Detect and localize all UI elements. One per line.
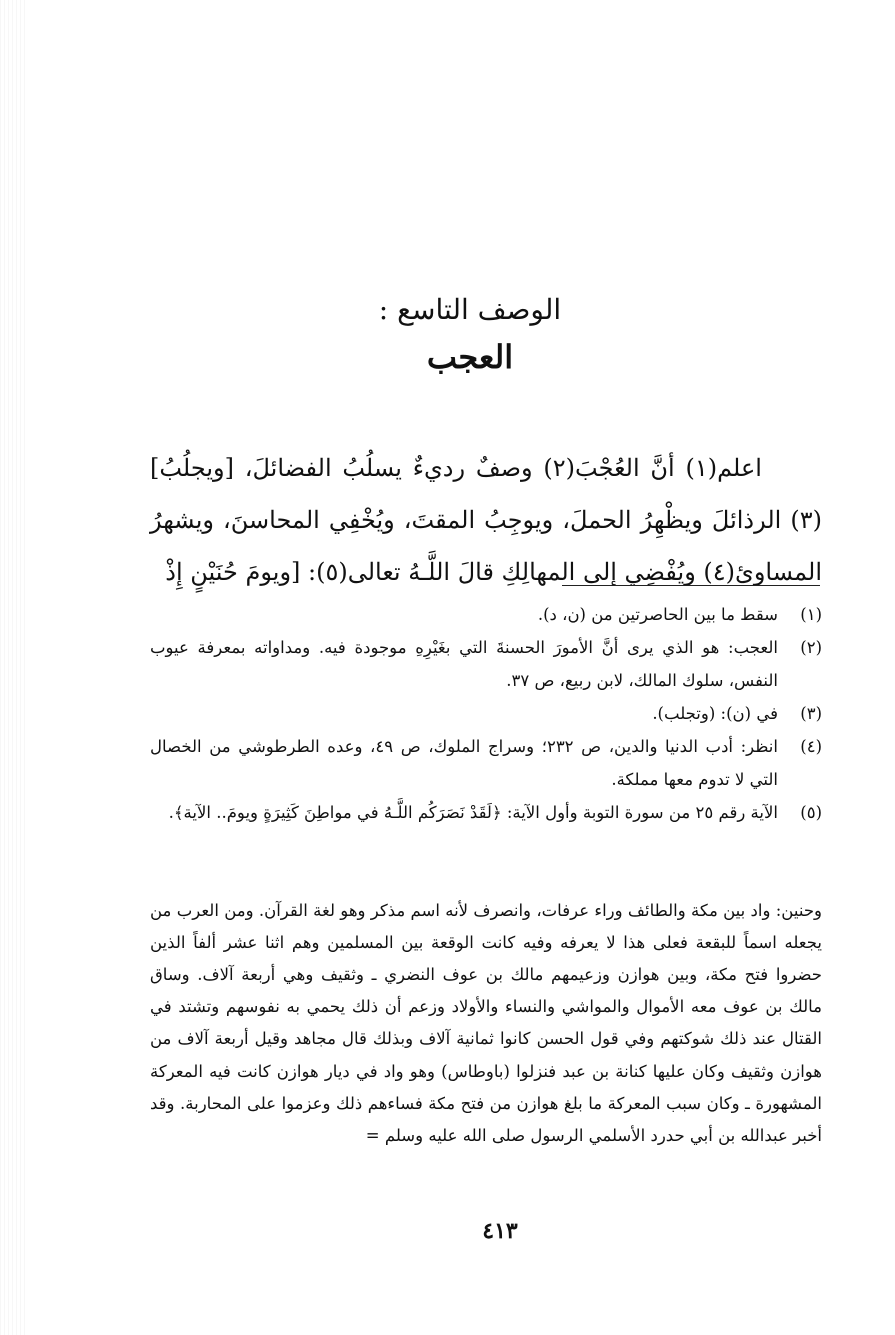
- commentary-paragraph: وحنين: واد بين مكة والطائف وراء عرفات، وانصرف لأنه اسم مذكر وهو لغة القرآن. ومن العرب من يجعله اسماً للبقعة فعلى هذا لا يعرفه وفيه كانت الوقعة بين المسلمين وهم اثنا عشر ألفاً الذين حضروا فتح مكة، وبين هوازن وزعيمهم مالك بن عوف النضري ـ وثقيف وهي أربعة آلاف. وساق مالك بن عوف معه الأموال والمواشي والنساء والأولاد وزعم أن ذلك يحمي به نفوسهم وتشتد في القتال عند ذلك شوكتهم وفي قول الحسن كانوا ثمانية آلاف وبذلك قال مجاهد وقيل أربعة آلاف من هوازن وثقيف وكان عليها كنانة بن عبد فنزلوا (باوطاس) وهو واد في ديار هوازن كانت فيه المعركة المشهورة ـ وكان سبب المعركة ما بلغ هوازن من فتح مكة فساءهم ذلك وعزموا على المحاربة. وقد أخبر عبدالله بن أبي حدرد الأسلمي الرسول صلى الله عليه وسلم =: [150, 900, 822, 1145]
- footnote: [150, 730, 822, 796]
- page-number: ٤١٣: [482, 1218, 518, 1244]
- section-title: العجب: [426, 338, 514, 376]
- footnote-text: سقط ما بين الحاصرتين من (ن، د).: [537, 605, 778, 624]
- footnote: [150, 697, 822, 730]
- footnote-divider: [562, 585, 820, 586]
- footnote-text: الآية رقم ٢٥ من سورة التوبة وأول الآية: ﴿لَقَدْ نَصَرَكُم اللَّـهُ في مواطِنَ كَثِيرَةٍ ويومَ.. الآية﴾.: [168, 803, 778, 822]
- scan-edge: [0, 0, 26, 1335]
- footnote: [150, 796, 822, 829]
- footnote-number: (٢): [800, 638, 822, 657]
- footnote-text: العجب: هو الذي يرى أنَّ الأمورَ الحسنةَ التي بغَيْرِهِ موجودة فيه. ومداواته بمعرفة عيوب النفس، سلوك المالك، لابن ربيع، ص ٣٧.: [150, 638, 778, 690]
- footnote-number: (٤): [800, 737, 822, 756]
- footnote-number: (٣): [800, 704, 822, 723]
- footnote: [150, 631, 822, 697]
- footnote-text: انظر: أدب الدنيا والدين، ص ٢٣٢؛ وسراج الملوك، ص ٤٩، وعده الطرطوشي من الخصال التي لا تدوم معها مملكة.: [150, 737, 778, 789]
- footnote-text: في (ن): (وتجلب).: [652, 704, 778, 723]
- section-heading: الوصف التاسع :: [378, 293, 562, 326]
- footnote: [150, 598, 822, 631]
- footnote-number: (٥): [800, 803, 822, 822]
- book-page: [150, 0, 830, 1335]
- main-paragraph: اعلم(١) أنَّ العُجْبَ(٢) وصفٌ رديءٌ يسلُبُ الفضائلَ، [ويجلُبُ](٣) الرذائلَ ويظْهِرُ الحملَ، ويوجِبُ المقتَ، ويُخْفِي المحاسنَ، ويشهرُ المساوئ(٤) ويُفْضِي إلى المهالِكِ قالَ اللَّـهُ تعالى(٥): [ويومَ حُنَيْنٍ إِذْ: [150, 454, 822, 586]
- footnote-number: (١): [800, 605, 822, 624]
- footnote-list: [150, 598, 822, 829]
